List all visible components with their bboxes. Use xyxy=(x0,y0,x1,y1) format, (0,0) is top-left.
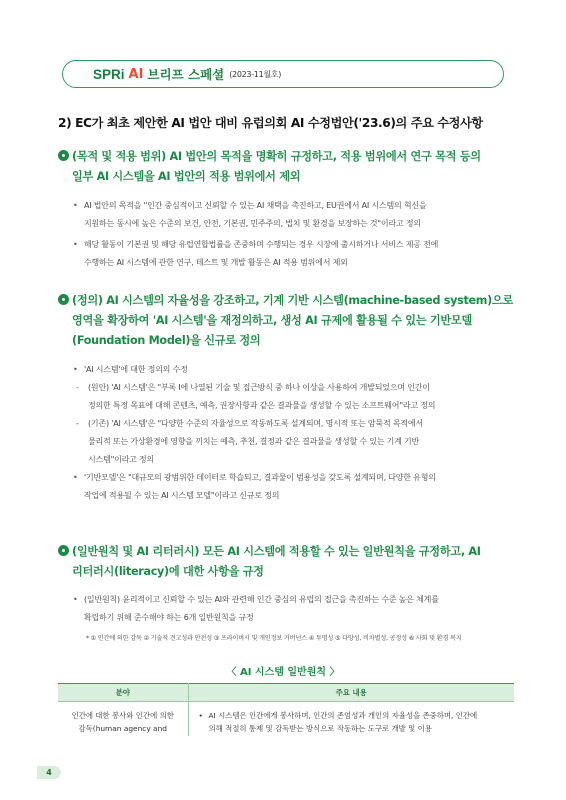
sub-item-existing xyxy=(70,415,515,469)
bullet-item xyxy=(70,469,515,505)
page-number: 4 xyxy=(37,766,61,779)
heading-line: 일부 AI 시스템을 AI 법안의 적용 범위에서 제외 xyxy=(72,170,301,183)
bullet-item xyxy=(70,591,515,627)
heading-text: (목적 및 적용 범위) AI 법안의 목적을 명확히 규정하고, 적용 범위에서 연구 목적 등의 xyxy=(72,150,481,163)
brand-special-label: 브리프 스페셜 xyxy=(147,67,225,82)
block-heading-principles xyxy=(58,542,518,582)
cell-line: 감독(human agency and xyxy=(78,724,167,733)
bullet-item xyxy=(70,236,515,272)
report-header-banner xyxy=(62,60,504,88)
bullet-line: 물리적 또는 가상환경에 영향을 끼치는 예측, 추천, 결정과 같은 결과물을 생성할 수 있는 기계 기반 xyxy=(88,437,420,446)
table-cell-content xyxy=(188,702,514,736)
block-heading-purpose-scope xyxy=(58,147,518,187)
bullet-line: • 'AI 시스템'에 대한 정의의 수정 xyxy=(84,365,188,374)
cell-line: AI 시스템은 인간에게 봉사하며, 인간의 존엄성과 개인의 자율성을 존중하며, 인간에 xyxy=(208,711,478,720)
brand-name: SPRi xyxy=(93,66,125,82)
table-cell-field xyxy=(58,702,188,736)
bullet-line: 수행하는 AI 시스템에 관한 연구, 테스트 및 개발 활동은 AI 적용 범위에서 제외 xyxy=(84,258,348,267)
bullet-line: - (기존) 'AI 시스템'은 "다양한 수준의 자율성으로 작동하도록 설계되며, 명시적 또는 암묵적 목적에서 xyxy=(88,419,423,428)
table-row xyxy=(58,702,514,736)
gear-bullet-icon xyxy=(58,294,69,305)
heading-line xyxy=(58,147,518,167)
bullet-item xyxy=(70,361,515,379)
bullet-line: 지원하는 동시에 높은 수준의 보건, 안전, 기본권, 민주주의, 법치 및 환경을 보장하는 것"이라고 정의 xyxy=(84,219,421,228)
table-title: 〈 AI 시스템 일반원칙 〉 xyxy=(226,667,340,678)
column-header-content: 주요 내용 xyxy=(188,684,514,702)
bullet-line: • AI 법안의 목적을 "인간 중심적이고 신뢰할 수 있는 AI 채택을 촉진하고, EU권에서 AI 시스템의 혁신을 xyxy=(84,201,427,210)
heading-text: (일반원칙 및 AI 리터러시) 모든 AI 시스템에 적용할 수 있는 일반원칙을 규정하고, AI xyxy=(72,545,481,558)
bullet-line: • (일반원칙) 윤리적이고 신뢰할 수 있는 AI와 관련해 인간 중심의 유럽의 접근을 촉진하는 수준 높은 체계를 xyxy=(84,595,439,604)
principles-footnote: * ① 인간에 의한 감독 ② 기술적 견고성과 안전성 ③ 프라이버시 및 개인정보 거버넌스 ④ 투명성 ⑤ 다양성, 비차별성, 공정성 ⑥ 사회 및 환경 복지 xyxy=(86,635,462,642)
principles-table xyxy=(58,683,514,736)
bullet-line: - (원안) 'AI 시스템'은 "부록 I에 나열된 기술 및 접근방식 중 하나 이상을 사용하여 개발되었으며 인간이 xyxy=(88,383,430,392)
heading-line: 영역을 확장하여 'AI 시스템'을 재정의하고, 생성 AI 규제에 활용될 수 있는 기반모델 xyxy=(72,314,472,327)
cell-line: 인간에 대한 봉사와 인간에 의한 xyxy=(71,711,174,720)
column-header-field: 분야 xyxy=(58,684,188,702)
cell-bullet-icon: • xyxy=(198,711,203,720)
section-title: 2) EC가 최초 제안한 AI 법안 대비 유럽의회 AI 수정법안('23.6)의 주요 수정사항 xyxy=(58,116,483,130)
cell-line: 의해 적절히 통제 및 감독받는 방식으로 작동하는 도구로 개발 및 이용 xyxy=(208,724,432,733)
bullet-item xyxy=(70,197,515,233)
bullet-line: 정의한 특정 목표에 대해 콘텐츠, 예측, 권장사항과 같은 결과물을 생성할 수 있는 소프트웨어"라고 정의 xyxy=(88,401,436,410)
heading-line xyxy=(58,542,518,562)
block-heading-definition xyxy=(58,291,518,351)
bullet-line: • 해당 활동이 기본권 및 해당 유럽연합법률을 존중하며 수행되는 경우 시장에 출시하거나 서비스 제공 전에 xyxy=(84,240,439,249)
bullet-list-definition xyxy=(70,361,515,505)
brand-ai-label: AI xyxy=(128,66,144,82)
bullet-list-purpose-scope xyxy=(70,197,515,272)
bullet-list-principles xyxy=(70,591,515,627)
table-header-row xyxy=(58,684,514,702)
bullet-line: 시스템"이라고 정의 xyxy=(88,455,155,464)
gear-bullet-icon xyxy=(58,150,69,161)
gear-bullet-icon xyxy=(58,545,69,556)
heading-line xyxy=(58,291,518,311)
bullet-line: 확립하기 위해 준수해야 하는 6개 일반원칙을 규정 xyxy=(84,613,254,622)
heading-line: (Foundation Model)을 신규로 정의 xyxy=(72,334,261,347)
sub-item-original xyxy=(70,379,515,415)
issue-date: (2023-11월호) xyxy=(229,69,282,79)
heading-line: 리터러시(literacy)에 대한 사항을 규정 xyxy=(72,565,264,578)
bullet-line: • '기반모델'은 "대규모의 광범위한 데이터로 학습되고, 결과물이 범용성을 갖도록 설계되며, 다양한 유형의 xyxy=(84,473,436,482)
heading-text: (정의) AI 시스템의 자율성을 강조하고, 기계 기반 시스템(machine-based system)으로 xyxy=(72,294,513,307)
bullet-line: 작업에 적용될 수 있는 AI 시스템 모델"이라고 신규로 정의 xyxy=(84,491,280,500)
